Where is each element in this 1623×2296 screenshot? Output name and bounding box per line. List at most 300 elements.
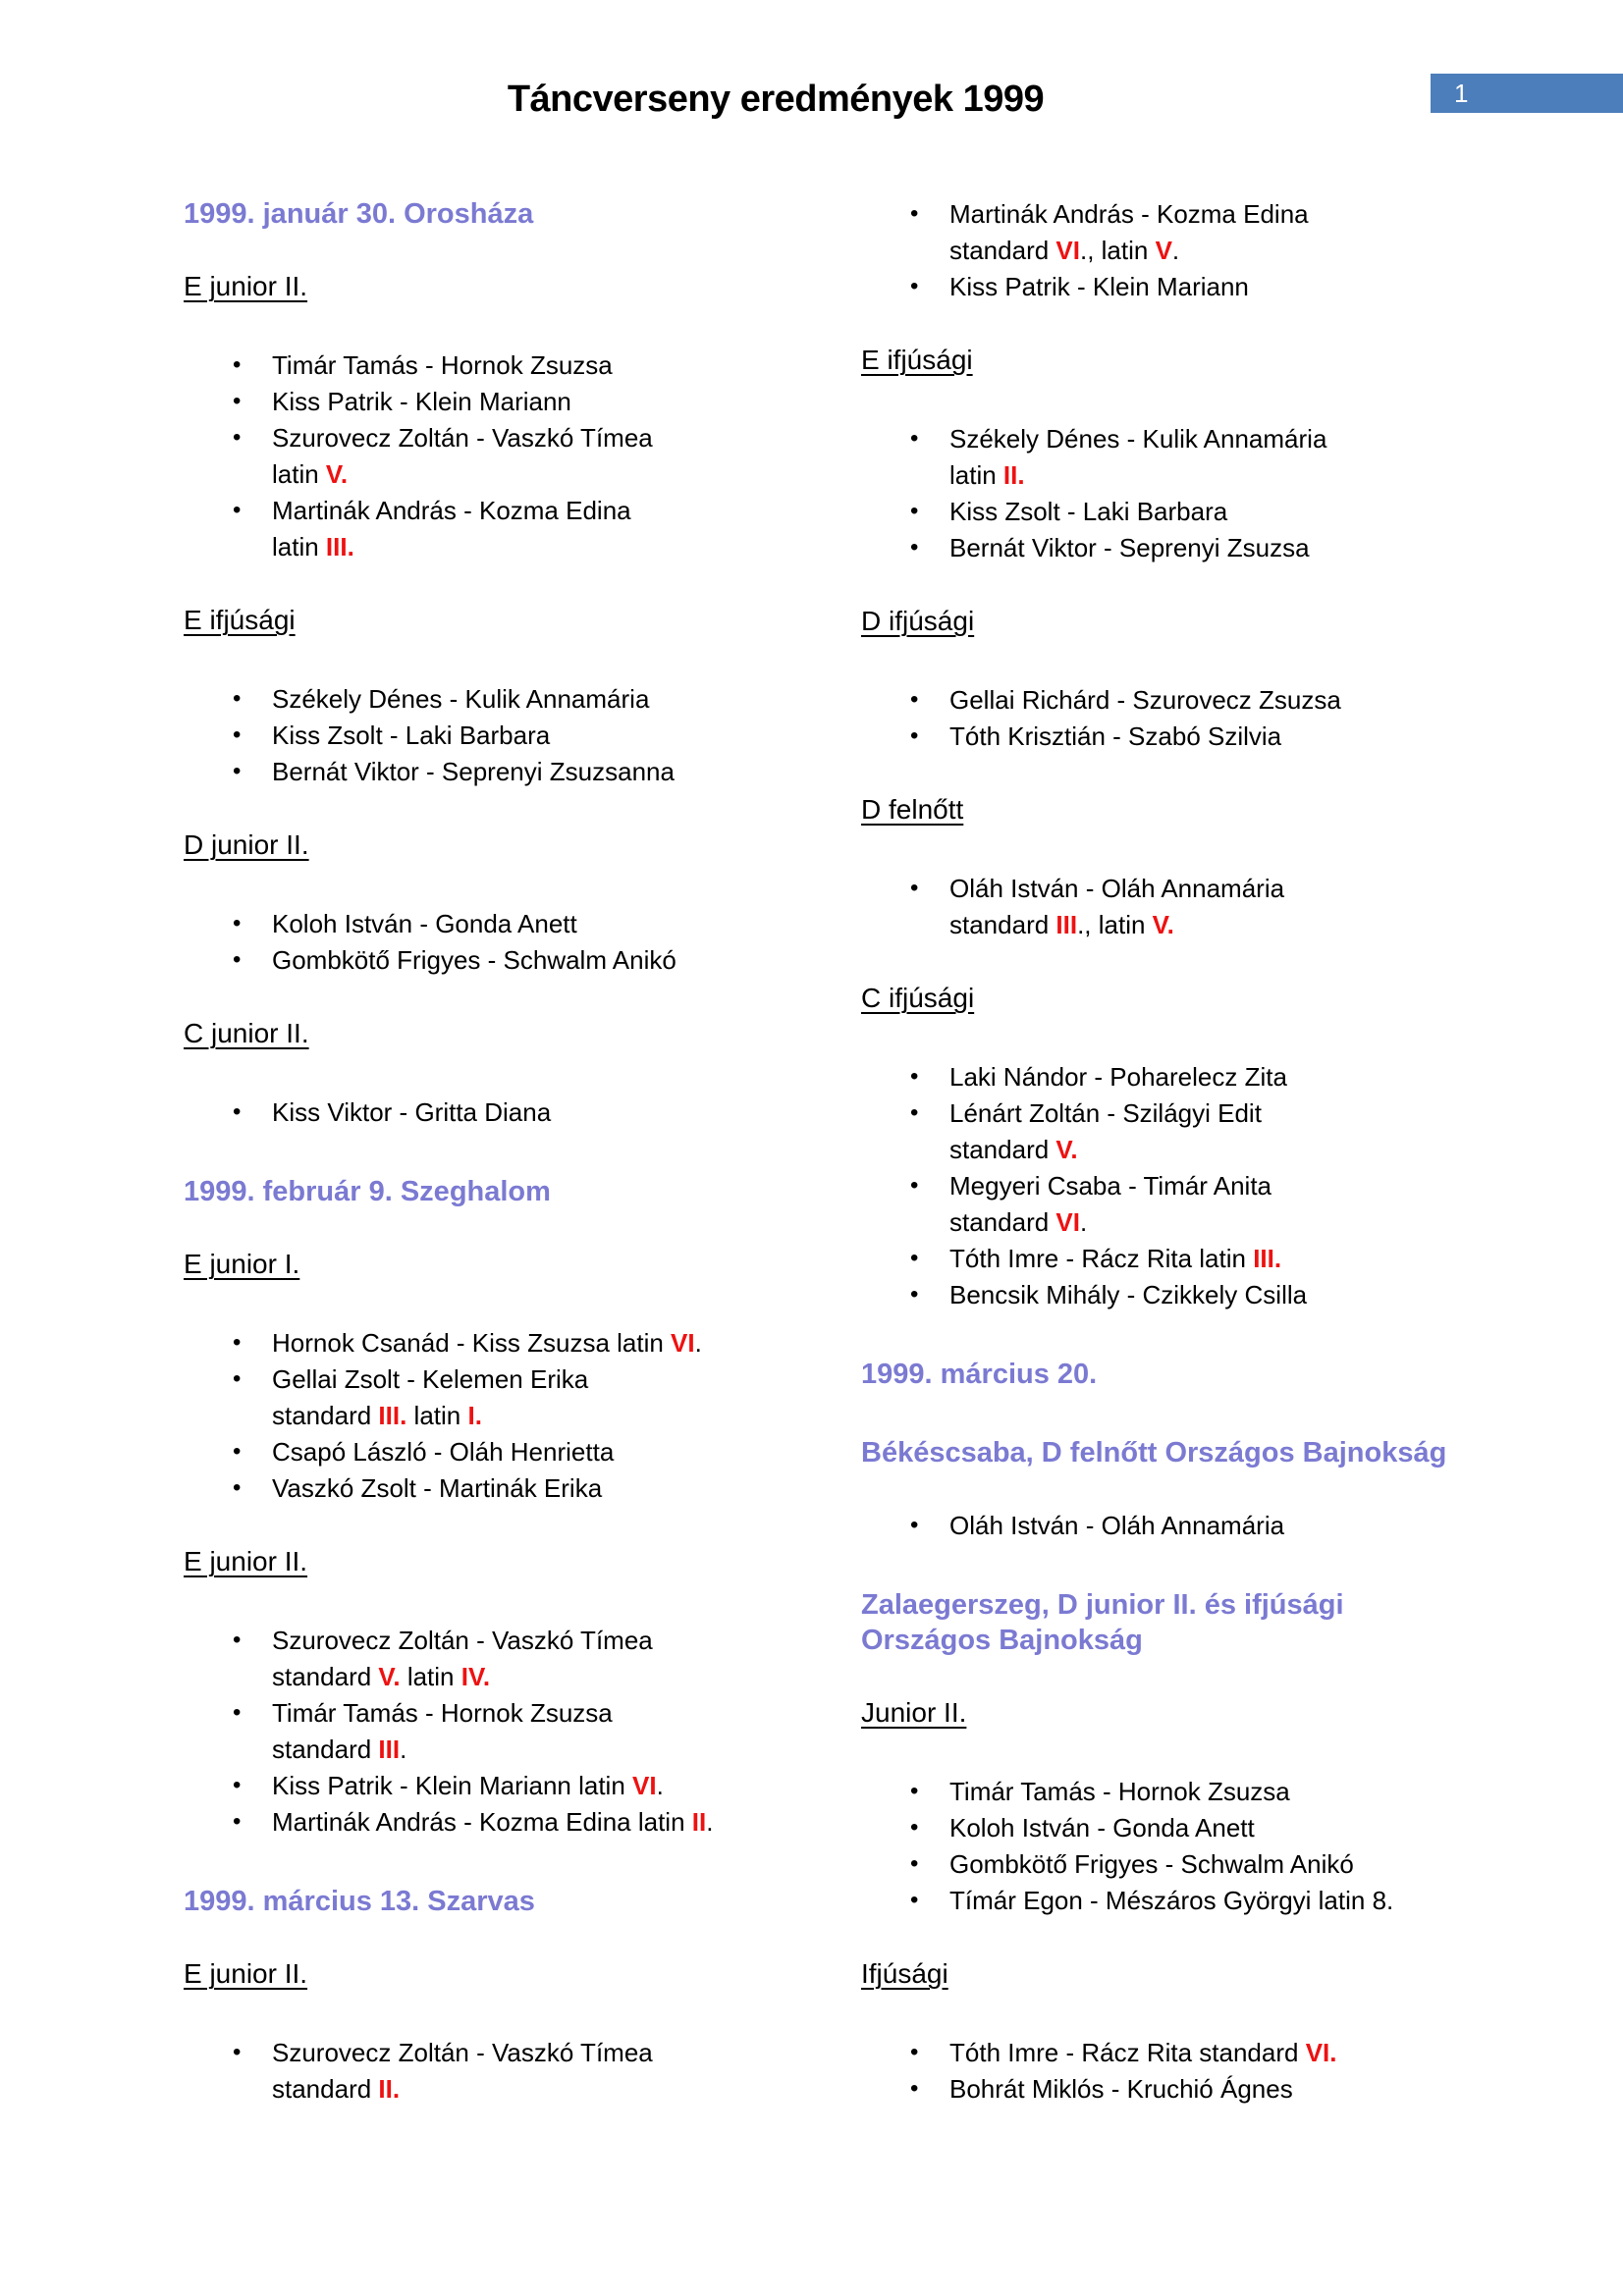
section-heading-text: C junior II. [184,1018,309,1048]
bullet-list [184,1623,792,1841]
bullet-list [861,1774,1470,1919]
bullet-marker: • [910,1778,919,1804]
section-heading-text: E ifjúsági [861,345,973,375]
placement-numeral: III. [378,1401,407,1430]
date-heading-line: 1999. március 13. Szarvas [184,1886,535,1917]
bullet-marker: • [910,1887,919,1913]
section-heading-line [184,829,792,861]
bullet-marker: • [233,910,242,936]
bullet-marker: • [233,388,242,414]
section-heading-line [184,605,792,636]
result-line [272,1804,792,1841]
section-heading-line [861,1697,1470,1729]
section-heading-text: E junior II. [184,1958,308,1989]
result-line [272,384,792,420]
couple-result [272,681,792,718]
result-text: Koloh István - Gonda Anett [949,1813,1255,1842]
result-line [272,347,792,384]
result-text: Vaszkó Zsolt - Martinák Erika [272,1473,603,1503]
bullet-list [861,682,1470,755]
section-heading [184,1018,792,1049]
result-text: Kiss Zsolt - Laki Barbara [949,497,1228,526]
placement-numeral: II [691,1807,707,1837]
result-text: Szurovecz Zoltán - Vaszkó Tímea [272,2038,653,2067]
list-item [184,681,792,718]
section-heading-line [861,983,1470,1014]
section-heading-text: Ifjúsági [861,1958,948,1989]
date-heading [861,1357,1470,1392]
list-item [184,493,792,565]
bullet-marker: • [910,425,919,452]
result-text: standard [272,2074,379,2104]
couple-result [949,1846,1470,1883]
placement-numeral: III. [1253,1244,1282,1273]
placement-numeral: VI. [1305,2038,1337,2067]
result-line [272,1325,792,1362]
result-text: Laki Nándor - Poharelecz Zita [949,1062,1287,1092]
placement-numeral: II. [378,2074,401,2104]
bullet-list [861,421,1470,566]
bullet-marker: • [910,722,919,749]
bullet-marker: • [910,686,919,713]
bullet-marker: • [233,1808,242,1835]
list-item [184,1434,792,1470]
couple-result [949,1774,1470,1810]
bullet-marker: • [910,1850,919,1877]
result-text: . [400,1735,407,1764]
list-item [184,2035,792,2108]
result-text: Bernát Viktor - Seprenyi Zsuzsa [949,533,1310,562]
list-item [861,1277,1470,1313]
bullet-marker: • [910,1814,919,1841]
bullet-list [184,347,792,565]
couple-result [272,1804,792,1841]
result-text: Kiss Patrik - Klein Mariann [272,387,571,416]
couple-result [272,1095,792,1131]
result-text: Tímár Egon - Mészáros Györgyi latin 8. [949,1886,1394,1915]
result-line [272,493,792,529]
date-heading [184,1174,792,1209]
couple-result [949,1241,1470,1277]
list-item [184,1768,792,1804]
couple-result [272,1768,792,1804]
result-line [272,420,792,456]
section-heading-text: C ifjúsági [861,983,975,1013]
couple-result [949,1810,1470,1846]
couple-result [949,1883,1470,1919]
list-item [184,718,792,754]
bullet-list [861,1059,1470,1313]
result-text: standard [949,236,1056,265]
result-line [949,1508,1470,1544]
section-heading-line [184,271,792,302]
couple-result [949,530,1470,566]
result-line [272,942,792,979]
placement-numeral: III [378,1735,401,1764]
result-line [272,529,792,565]
result-text: Timár Tamás - Hornok Zsuzsa [272,1698,613,1728]
list-item [861,1059,1470,1095]
couple-result [949,421,1470,494]
result-line [949,871,1470,907]
placement-numeral: VI [671,1328,695,1358]
result-text: Bohrát Miklós - Kruchió Ágnes [949,2074,1293,2104]
result-text: Timár Tamás - Hornok Zsuzsa [272,350,613,380]
section-heading [184,271,792,302]
section-heading-line [861,794,1470,826]
result-line [949,196,1470,233]
bullet-marker: • [910,200,919,227]
list-item [861,196,1470,269]
result-text: Gellai Richárd - Szurovecz Zsuzsa [949,685,1341,715]
list-item [184,1470,792,1507]
couple-result [272,718,792,754]
result-text: Timár Tamás - Hornok Zsuzsa [949,1777,1290,1806]
section-heading-line [861,606,1470,637]
result-text: latin [406,1401,468,1430]
couple-result [949,196,1470,269]
result-text: Szurovecz Zoltán - Vaszkó Tímea [272,1626,653,1655]
result-text: Bencsik Mihály - Czikkely Csilla [949,1280,1308,1309]
section-heading-text: E junior II. [184,1546,308,1576]
couple-result [949,682,1470,719]
column [861,196,1470,2108]
section-heading [861,983,1470,1014]
list-item [184,1623,792,1695]
section-heading [184,1958,792,1990]
result-line [272,718,792,754]
date-heading [861,1435,1470,1470]
bullet-marker: • [910,498,919,524]
bullet-marker: • [233,351,242,378]
result-text: Oláh István - Oláh Annamária [949,874,1285,903]
result-line [949,1095,1470,1132]
result-line [949,1204,1470,1241]
bullet-marker: • [233,1365,242,1392]
bullet-list [184,1095,792,1131]
result-text: Kiss Viktor - Gritta Diana [272,1097,552,1127]
section-heading [184,605,792,636]
couple-result [272,1470,792,1507]
result-text: Tóth Imre - Rácz Rita standard [949,2038,1306,2067]
section-heading-line [861,345,1470,376]
section-heading-line [861,1958,1470,1990]
list-item [861,871,1470,943]
result-line [272,906,792,942]
section-heading-line [184,1958,792,1990]
bullet-marker: • [910,273,919,299]
bullet-marker: • [233,721,242,748]
result-text: . [1079,1207,1088,1237]
list-item [861,1774,1470,1810]
result-text: Martinák András - Kozma Edina [949,199,1309,229]
couple-result [272,1325,792,1362]
result-line [272,754,792,790]
result-line [272,1623,792,1659]
placement-numeral: VI [1055,236,1080,265]
section-heading [861,606,1470,637]
result-line [272,1732,792,1768]
placement-numeral: I. [467,1401,482,1430]
couple-result [949,1277,1470,1313]
list-item [184,942,792,979]
result-line [949,421,1470,457]
date-heading-line: Békéscsaba, D felnőtt Országos Bajnokság [861,1437,1447,1468]
page-number-box [1431,74,1623,113]
result-text: Bernát Viktor - Seprenyi Zsuzsanna [272,757,675,786]
couple-result [272,420,792,493]
bullet-marker: • [233,1699,242,1726]
placement-numeral: VI [1055,1207,1080,1237]
bullet-marker: • [233,1438,242,1465]
bullet-marker: • [910,1512,919,1538]
result-line [949,233,1470,269]
couple-result [949,269,1470,305]
date-heading [184,1884,792,1919]
placement-numeral: V. [1152,910,1174,939]
bullet-list [861,1508,1470,1544]
couple-result [949,494,1470,530]
result-text: Csapó László - Oláh Henrietta [272,1437,615,1467]
result-text: Oláh István - Oláh Annamária [949,1511,1285,1540]
list-item [184,1804,792,1841]
result-text: latin [949,460,1003,490]
result-line [949,1846,1470,1883]
result-text: latin [272,532,326,561]
columns [184,196,1470,2108]
result-text: Tóth Krisztián - Szabó Szilvia [949,721,1282,751]
column [184,196,792,2108]
result-line [949,494,1470,530]
result-text: standard [949,1135,1056,1164]
couple-result [949,719,1470,755]
result-text: . [656,1771,664,1800]
result-line [949,1059,1470,1095]
section-heading-text: D ifjúsági [861,606,975,636]
result-text: . [706,1807,714,1837]
list-item [184,1095,792,1131]
bullet-marker: • [233,1772,242,1798]
couple-result [949,1508,1470,1544]
section-heading [184,1546,792,1577]
result-text: Kiss Zsolt - Laki Barbara [272,721,551,750]
result-text: Gellai Zsolt - Kelemen Erika [272,1364,589,1394]
bullet-list [184,681,792,790]
bullet-marker: • [910,2075,919,2102]
couple-result [949,871,1470,943]
result-line [272,1434,792,1470]
couple-result [272,493,792,565]
date-heading-line: Országos Bajnokság [861,1625,1143,1656]
date-heading-line: Zalaegerszeg, D junior II. és ifjúsági [861,1589,1344,1621]
section-heading [861,794,1470,826]
list-item [184,1695,792,1768]
result-text: Martinák András - Kozma Edina latin [272,1807,692,1837]
section-heading-text: E ifjúsági [184,605,296,635]
result-line [949,1168,1470,1204]
result-line [272,1095,792,1131]
section-heading [184,829,792,861]
list-item [861,530,1470,566]
section-heading-text: D junior II. [184,829,309,860]
section-heading-text: Junior II. [861,1697,967,1728]
result-line [949,457,1470,494]
result-text: Gombkötő Frigyes - Schwalm Anikó [272,945,676,975]
bullet-marker: • [910,2039,919,2065]
result-line [949,719,1470,755]
bullet-marker: • [233,685,242,712]
list-item [184,384,792,420]
result-text: standard [272,1735,379,1764]
bullet-marker: • [910,1099,919,1126]
result-text: standard [272,1662,379,1691]
bullet-marker: • [910,1281,919,1308]
list-item [861,1883,1470,1919]
list-item [184,906,792,942]
list-item [861,682,1470,719]
result-line [272,1695,792,1732]
couple-result [272,1362,792,1434]
result-line [949,907,1470,943]
result-text: Koloh István - Gonda Anett [272,909,577,938]
list-item [861,2071,1470,2108]
result-line [949,1132,1470,1168]
placement-numeral: V. [378,1662,401,1691]
date-heading [184,196,792,232]
section-heading-text: E junior I. [184,1249,300,1279]
bullet-list [184,2035,792,2108]
result-line [272,456,792,493]
list-item [861,2035,1470,2071]
result-line [949,2071,1470,2108]
couple-result [949,1095,1470,1168]
placement-numeral: V. [325,459,349,489]
placement-numeral: II. [1002,460,1025,490]
bullet-marker: • [233,758,242,784]
bullet-marker: • [233,2039,242,2065]
couple-result [272,1695,792,1768]
placement-numeral: III. [325,532,354,561]
result-text: ., latin [1077,910,1153,939]
couple-result [272,942,792,979]
date-heading-line: 1999. március 20. [861,1359,1098,1390]
result-text: latin [272,459,326,489]
section-heading-line [184,1546,792,1577]
list-item [184,420,792,493]
result-text: Székely Dénes - Kulik Annamária [272,684,650,714]
result-line [949,2035,1470,2071]
result-line [272,1362,792,1398]
bullet-list [861,871,1470,943]
couple-result [272,754,792,790]
date-heading-line: 1999. február 9. Szeghalom [184,1176,551,1207]
result-text: standard [272,1401,379,1430]
result-line [272,1470,792,1507]
bullet-marker: • [233,1627,242,1653]
result-text: Gombkötő Frigyes - Schwalm Anikó [949,1849,1354,1879]
list-item [861,1508,1470,1544]
bullet-marker: • [233,1474,242,1501]
result-text: . [1171,236,1180,265]
list-item [184,1362,792,1434]
result-line [949,1810,1470,1846]
placement-numeral: III [1055,910,1078,939]
bullet-marker: • [910,1245,919,1271]
page-title: Táncverseny eredmények 1999 [507,79,1045,120]
result-text: latin [400,1662,461,1691]
result-line [949,1277,1470,1313]
section-heading [184,1249,792,1280]
result-line [949,530,1470,566]
result-line [949,1241,1470,1277]
result-text: Lénárt Zoltán - Szilágyi Edit [949,1098,1262,1128]
result-text: Hornok Csanád - Kiss Zsuzsa latin [272,1328,672,1358]
couple-result [949,1059,1470,1095]
placement-numeral: V [1155,236,1172,265]
bullet-marker: • [233,497,242,523]
section-heading-line [184,1018,792,1049]
couple-result [949,2035,1470,2071]
list-item [184,1325,792,1362]
list-item [861,719,1470,755]
section-heading-text: D felnőtt [861,794,964,825]
bullet-marker: • [910,534,919,561]
couple-result [272,906,792,942]
placement-numeral: IV. [460,1662,491,1691]
bullet-marker: • [910,875,919,901]
result-text: Tóth Imre - Rácz Rita latin [949,1244,1254,1273]
date-heading [861,1587,1470,1658]
result-line [949,682,1470,719]
couple-result [272,2035,792,2108]
couple-result [272,1623,792,1695]
couple-result [272,1434,792,1470]
result-text: . [694,1328,702,1358]
list-item [861,269,1470,305]
result-text: Martinák András - Kozma Edina [272,496,631,525]
result-line [949,1774,1470,1810]
result-line [272,1398,792,1434]
list-item [184,347,792,384]
page-number: 1 [1454,79,1469,108]
couple-result [272,347,792,384]
couple-result [272,384,792,420]
bullet-marker: • [910,1063,919,1090]
list-item [861,421,1470,494]
result-line [272,1659,792,1695]
list-item [861,1168,1470,1241]
bullet-list [184,1325,792,1507]
list-item [184,754,792,790]
placement-numeral: VI [632,1771,657,1800]
section-heading [861,345,1470,376]
list-item [861,494,1470,530]
result-line [272,681,792,718]
result-text: Kiss Patrik - Klein Mariann [949,272,1249,301]
result-text: Kiss Patrik - Klein Mariann latin [272,1771,633,1800]
result-text: Megyeri Csaba - Timár Anita [949,1171,1272,1201]
couple-result [949,2071,1470,2108]
section-heading-text: E junior II. [184,271,308,301]
couple-result [949,1168,1470,1241]
result-line [272,1768,792,1804]
placement-numeral: V. [1055,1135,1078,1164]
result-text: standard [949,910,1056,939]
list-item [861,1810,1470,1846]
section-heading [861,1958,1470,1990]
result-line [949,269,1470,305]
bullet-marker: • [233,1098,242,1125]
